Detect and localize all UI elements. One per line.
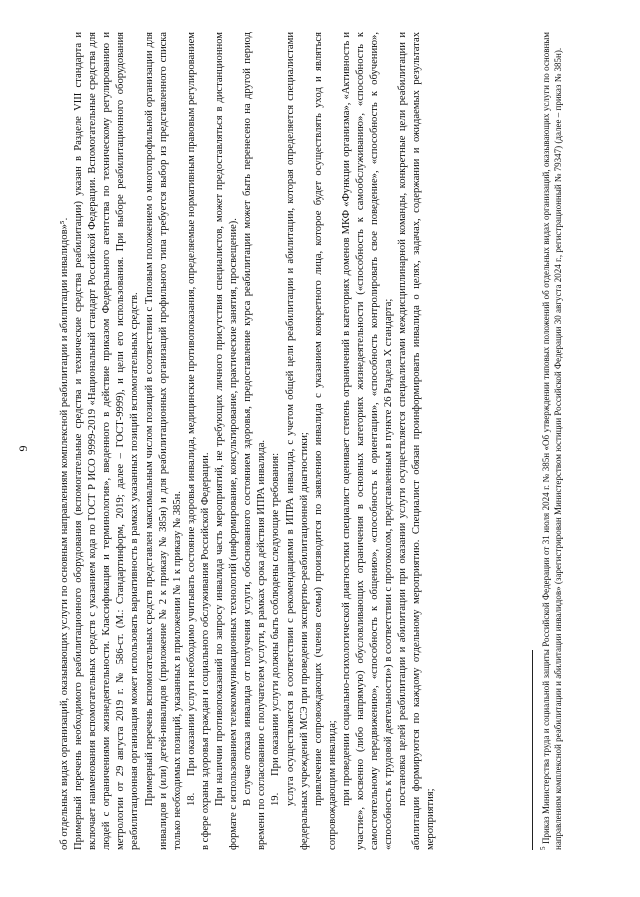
paragraph <box>269 32 283 850</box>
paragraph-text: при проведении социально-психологической диагностики специалист оценивает степень ограничений в категориях доменов МКФ «Функции организма», «Активность и участие», косвенно (либо напрямую) обусловливающих ограничения в основных категориях жизнедеятельности («способность к самообслуживанию», «способность к самостоятельному передвижению», «способность к общению», «способность к ориентации», «способность контролировать свое поведение», «способность к обучению», «способность к трудовой деятельности») в соответствии с протоколом, представленным в пункте 26 Раздела X стандарта; <box>340 32 395 850</box>
footnote-text: Приказ Министерства труда и социальной защиты Российской Федерации от 31 июля 2024 г. № 385н «Об утверждении типовых положений об отдельных видах организаций, оказывающих услуги по основным направлениям комплексной реабилитации и абилитации инвалидов» (зарегистрирован Министерством юстиции Российской Федерации 30 августа 2024 г., регистрационный № 79347) (далее – приказ № 385н). <box>541 31 563 850</box>
paragraph <box>312 32 340 850</box>
paragraph-text: постановка целей реабилитации и абилитации при оказании услуги осуществляется специалистами междисциплинарной команды, конкретные цели реабилитации и абилитации формируются по каждому отдельному мероприятию. Специалист обязан проинформировать инвалида о целях, задачах, содержании и ожидаемых результатах мероприятия; <box>397 32 437 850</box>
item-number: 18. <box>185 792 197 806</box>
page-number: 9 <box>16 445 30 452</box>
footnote <box>540 32 564 850</box>
paragraph-text: В случае отказа инвалида от получения услуги, обоснованного состоянием здоровья, предоставление курса реабилитации может быть перенесено на другой период времени по согласованию с получателем услуги, в рамках срока действия ИПРА инвалида. <box>242 32 268 850</box>
paragraph-text: привлечение сопровождающих (членов семьи) производится по заявлению инвалида с указанием конкретного лица, которое будет осуществлять уход и являться сопровождающим инвалида; <box>312 32 338 850</box>
paragraph-text: об отдельных видах организаций, оказывающих услуги по основным направлениям комплексной реабилитации и абилитации инвалидов»⁵. <box>59 217 70 850</box>
paragraph-text: При оказании услуги необходимо учитывать состояние здоровья инвалида, медицинские противопоказания, определяемые нормативным правовым регулированием в сфере охраны здоровья граждан и социального обслуживания Российской Федерации. <box>185 32 211 850</box>
document-body <box>58 32 439 850</box>
footnote-marker: 5 <box>539 846 547 850</box>
paragraph <box>58 32 72 850</box>
paragraph <box>213 32 241 850</box>
paragraph <box>284 32 312 850</box>
paragraph <box>340 32 396 850</box>
paragraph <box>185 32 213 850</box>
paragraph-text: услуга осуществляется в соответствии с рекомендациями в ИПРА инвалида, с учетом общей цели реабилитации и абилитации, которая определяется специалистами федеральных учреждений МСЭ при проведении экспертно-реабилитационной диагностики; <box>284 32 310 850</box>
paragraph <box>72 32 142 850</box>
item-number: 19. <box>270 792 282 806</box>
paragraph-text: Примерный перечень вспомогательных средств представлен максимальным числом позиций в соответствии с Типовым положением о многопрофильной организации для инвалидов и (или) детей-инвалидов (приложение № 2 к приказу № 385н) и для реабилитационных организаций профильного типа требуется выбор из представленного списка только необходимых позиций, указанных в приложении № 1 к приказу № 385н. <box>143 32 183 850</box>
paragraph <box>241 32 269 850</box>
paragraph-text: При оказании услуги должны быть соблюдены следующие требования: <box>270 452 282 776</box>
paragraph-text: Примерный перечень необходимого реабилитационного оборудования (вспомогательные средства и технические средства реабилитации) указан в Разделе VIII стандарта и включает наименования вспомогательных средств с указанием кода по ГОСТ Р ИСО 9999-2019 «Национальный стандарт Российской Федерации. Вспомогательные средства для людей с ограничениями жизнедеятельности. Классификация и терминология», введенного в действие приказом Федерального агентства по техническому регулированию и метрологии от 29 августа 2019 г. № 586-ст. (М.: Стандартинформ, 2019; далее – ГОСТ-9999), и цели его использования. При выборе реабилитационного оборудования реабилитационная организация может использовать вариативность в рамках указанных позиций вспомогательных средств. <box>73 32 141 850</box>
paragraph-text: При наличии противопоказаний по запросу инвалида часть мероприятий, не требующих личного присутствия специалистов, может предоставляться в дистанционном формате с использованием телекоммуникационных технологий (информирование, консультирование, практические занятия, просвещение). <box>214 32 240 850</box>
paragraph <box>396 32 438 850</box>
footnote-divider <box>532 650 533 850</box>
paragraph <box>143 32 185 850</box>
